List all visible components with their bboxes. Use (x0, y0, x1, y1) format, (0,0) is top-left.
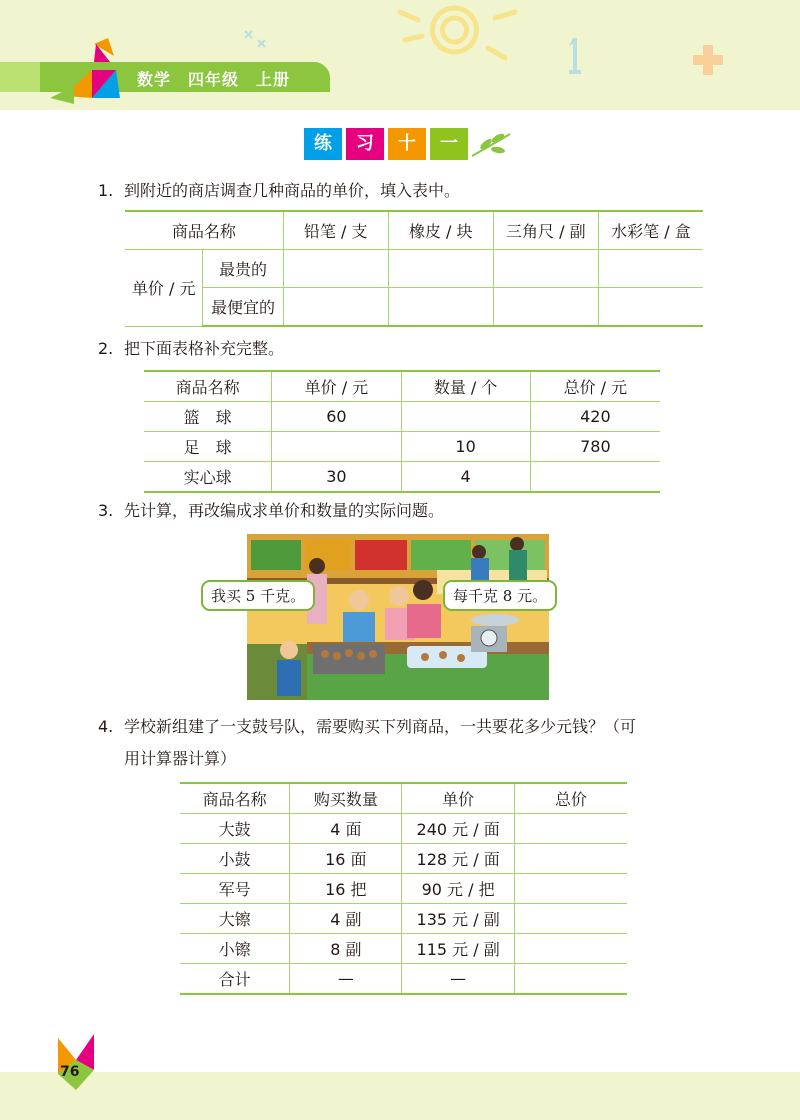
question-number: 1. (98, 181, 114, 200)
question-text: 到附近的商店调查几种商品的单价，填入表中。 (124, 181, 461, 200)
answer-cell[interactable] (514, 814, 627, 844)
table-row (144, 402, 660, 432)
table-cell: 115 元 / 副 (402, 934, 514, 964)
answer-cell[interactable] (493, 288, 598, 327)
table-cell: 135 元 / 副 (402, 904, 514, 934)
question-number: 3. (98, 501, 114, 520)
table-cell: 小镲 (180, 934, 290, 964)
table-header-cell: 铅笔 / 支 (283, 211, 388, 250)
footer-background (0, 1072, 800, 1120)
answer-cell[interactable] (493, 250, 598, 288)
table-header-cell: 商品名称 (144, 371, 272, 402)
table-cell: 128 元 / 面 (402, 844, 514, 874)
answer-cell[interactable] (514, 964, 627, 995)
table-header-cell: 购买数量 (290, 783, 402, 814)
table-cell: 30 (272, 462, 401, 493)
table-cell: 780 (530, 432, 660, 462)
table-sub-label: 最贵的 (203, 250, 283, 288)
title-char-4: 一 (430, 128, 468, 160)
question-text: 把下面表格补充完整。 (124, 339, 285, 358)
answer-cell[interactable] (598, 250, 703, 288)
page-number: 76 (60, 1064, 80, 1080)
question-number: 2. (98, 339, 114, 358)
answer-cell[interactable] (514, 874, 627, 904)
sun-decoration-icon (370, 0, 540, 70)
table-cell: 4 副 (290, 904, 402, 934)
table-cell: 篮 球 (144, 402, 272, 432)
question-4 (98, 716, 698, 738)
title-char-3: 十 (388, 128, 426, 160)
title-char-1: 练 (304, 128, 342, 160)
table-cell: 4 面 (290, 814, 402, 844)
table-row (180, 904, 627, 934)
table-cell: 240 元 / 面 (402, 814, 514, 844)
question-number: 4. (98, 717, 114, 736)
price-survey-table (125, 210, 703, 327)
answer-cell[interactable] (283, 250, 388, 288)
table-header-cell: 橡皮 / 块 (388, 211, 493, 250)
table-row (144, 462, 660, 493)
book-header-title: 数学 四年级 上册 (137, 70, 291, 89)
section-title (304, 128, 514, 164)
tangram-footer-icon (54, 1030, 98, 1092)
table-cell: 4 (401, 462, 530, 493)
table-cell: 足 球 (144, 432, 272, 462)
table-sub-label: 最便宜的 (203, 288, 283, 327)
table-cell: 16 面 (290, 844, 402, 874)
table-header-cell: 数量 / 个 (401, 371, 530, 402)
speech-bubble-seller: 每千克 8 元。 (443, 580, 557, 611)
market-illustration (211, 534, 549, 700)
table-cell: 8 副 (290, 934, 402, 964)
table-cell: 420 (530, 402, 660, 432)
table-cell: 60 (272, 402, 401, 432)
table-cell: 实心球 (144, 462, 272, 493)
table-header-cell: 单价 (402, 783, 514, 814)
drum-band-table (180, 782, 627, 995)
answer-cell[interactable] (401, 402, 530, 432)
question-1 (98, 180, 460, 202)
market-scene-image (247, 534, 549, 700)
answer-cell[interactable] (514, 904, 627, 934)
table-cell: 大镲 (180, 904, 290, 934)
table-row (180, 934, 627, 964)
table-row (180, 964, 627, 995)
table-header-cell: 单价 / 元 (272, 371, 401, 402)
table-row (144, 432, 660, 462)
question-text-line-1: 学校新组建了一支鼓号队，需要购买下列商品，一共要花多少元钱？（可 (124, 717, 637, 736)
table-header-cell: 商品名称 (125, 211, 283, 250)
title-char-2: 习 (346, 128, 384, 160)
table-cell: 合计 (180, 964, 290, 995)
table-cell: 小鼓 (180, 844, 290, 874)
answer-cell[interactable] (514, 844, 627, 874)
answer-cell[interactable] (272, 432, 401, 462)
table-cell: 16 把 (290, 874, 402, 904)
answer-cell[interactable] (283, 288, 388, 327)
tangram-logo-icon (44, 36, 130, 106)
number-one-icon (565, 34, 585, 76)
answer-cell[interactable] (598, 288, 703, 327)
table-cell: 10 (401, 432, 530, 462)
leaf-decoration-icon (470, 130, 514, 160)
table-cell: 90 元 / 把 (402, 874, 514, 904)
question-4-continuation: 用计算器计算） (124, 749, 237, 768)
answer-cell[interactable] (514, 934, 627, 964)
question-2 (98, 338, 284, 360)
sparkle-icon (240, 26, 270, 52)
answer-cell[interactable] (388, 288, 493, 327)
table-cell: 军号 (180, 874, 290, 904)
answer-cell[interactable] (388, 250, 493, 288)
table-row (180, 844, 627, 874)
table-row-label: 单价 / 元 (125, 250, 203, 327)
speech-bubble-customer: 我买 5 千克。 (201, 580, 315, 611)
table-cell: — (290, 964, 402, 995)
table-header-cell: 三角尺 / 副 (493, 211, 598, 250)
answer-cell[interactable] (530, 462, 660, 493)
table-cell: — (402, 964, 514, 995)
table-header-cell: 商品名称 (180, 783, 290, 814)
table-header-cell: 水彩笔 / 盒 (598, 211, 703, 250)
table-header-cell: 总价 / 元 (530, 371, 660, 402)
table-row (180, 874, 627, 904)
table-row (180, 814, 627, 844)
ball-price-table (144, 370, 660, 493)
question-text: 先计算，再改编成求单价和数量的实际问题。 (124, 501, 445, 520)
fruit-crates (251, 540, 545, 570)
table-header-cell: 总价 (514, 783, 627, 814)
question-3 (98, 500, 444, 522)
plus-sign-icon (690, 42, 726, 78)
table-cell: 大鼓 (180, 814, 290, 844)
